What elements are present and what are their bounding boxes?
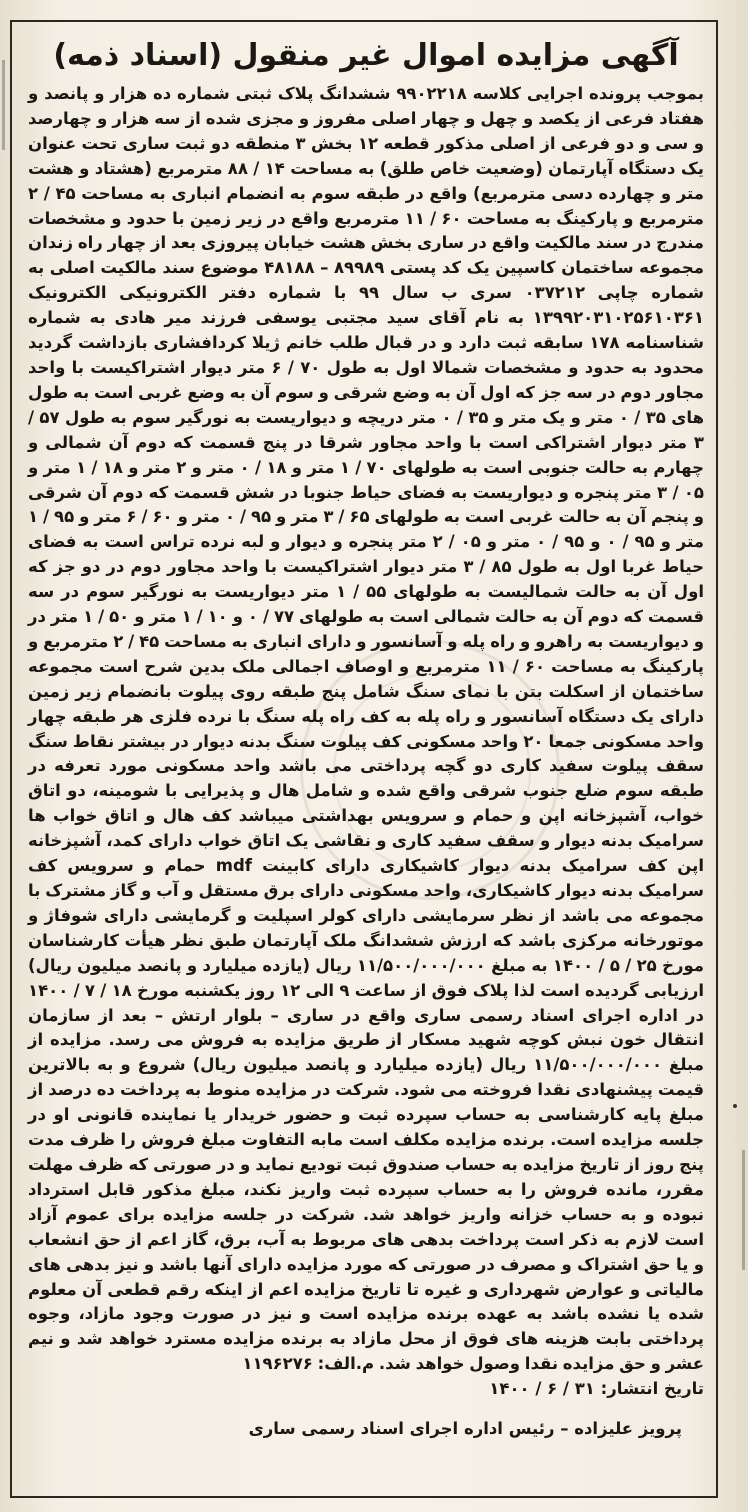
notice-title: آگهی مزایده اموال غیر منقول (اسناد ذمه): [53, 38, 679, 73]
publish-date: تاریخ انتشار: ۳۱ / ۶ / ۱۴۰۰: [489, 1379, 704, 1399]
signature: پرویز علیزاده – رئیس اداره اجرای اسناد رسمی ساری: [248, 1419, 682, 1439]
page-edge-mark: [742, 1150, 745, 1270]
page-edge-mark: [2, 60, 5, 150]
auction-notice: [28, 34, 704, 1441]
margin-dot: [733, 1104, 737, 1108]
notice-body: بموجب پرونده اجرایی کلاسه ۹۹۰۲۲۱۸ ششدانگ پلاک ثبتی شماره ده هزار و پانصد و هفتاد فرعی از یکصد و چهل و چهار اصلی مفروز و مجزی شده از سه هزار و چهارصد و سی و دو فرعی از اصلی مذکور قطعه ۱۲ بخش ۳ منطقه دو ثبت ساری تحت عنوان یک دستگاه آپارتمان (وضعیت خاص طلق) به مساحت ۱۴ / ۸۸ مترمربع (هشتاد و هشت متر و چهارده دسی مترمربع) واقع در طبقه سوم به انضمام انباری به مساحت ۴۵ / ۲ مترمربع و پارکینگ به مساحت ۶۰ / ۱۱ مترمربع واقع در زیر زمین با حدود و مشخصات مندرج در سند مالکیت واقع در ساری بخش هشت خیابان پیروزی بعد از چهار راه زندان مجموعه ساختمان کاسپین یک کد پستی ۸۹۹۸۹ – ۴۸۱۸۸ موضوع سند مالکیت اصلی به شماره چاپی ۰۳۷۲۱۲ سری ب سال ۹۹ با شماره دفتر الکترونیکی الکترونیک ۱۳۹۹۲۰۳۱۰۲۵۶۱۰۳۶۱ به نام آقای سید مجتبی یوسفی فرزند میر هادی به شماره شناسنامه ۱۷۸ سابقه ثبت دارد و در قبال طلب خانم ژیلا کردافشاری بازداشت گردید محدود به حدود و مشخصات شمالا اول به طول ۷۰ / ۶ متر دیوار اشتراکیست با واحد مجاور دوم در سه جز که اول آن به وضع شرقی و سوم آن به وضع غربی است به طول های ۳۵ / ۰ متر و یک متر و ۳۵ / ۰ متر دریچه و دیواریست به نورگیر سوم به طول ۵۷ / ۳ متر دیوار اشتراکی است با واحد مجاور شرقا در پنج قسمت که دوم آن شمالی و چهارم به حالت جنوبی است به طولهای ۷۰ / ۱ متر و ۱۸ / ۰ متر و ۲ متر و ۱۸ / ۱ متر و ۰۵ / ۳ متر پنجره و دیواریست به فضای حیاط جنوبا در شش قسمت که دوم آن شرقی و پنجم آن به حالت غربی است به طولهای ۶۵ / ۳ متر و ۹۵ / ۰ متر و ۶۰ / ۶ متر و ۹۵ / ۱ متر و ۹۵ / ۰ و ۹۵ / ۰ متر و ۰۵ / ۲ متر پنجره و دیوار و لبه نرده تراس است به فضای حیاط غربا اول به طول ۸۵ / ۳ متر دیوار اشتراکیست با واحد مجاور دوم در دو جز که اول آن به حالت شمالیست به طولهای ۵۵ / ۱ متر دیواریست به نورگیر سوم در سه قسمت که دوم آن به حالت شمالی است به طولهای ۷۷ / ۰ و ۱۰ / ۱ متر و ۵۰ / ۱ متر در و دیواریست به راهرو و راه پله و آسانسور و دارای انباری به مساحت ۴۵ / ۲ مترمربع و پارکینگ به مساحت ۶۰ / ۱۱ مترمربع و اوصاف اجمالی ملک بدین شرح است مجموعه ساختمان از اسکلت بتن با نمای سنگ شامل پنج طبقه روی پیلوت بانضمام زیر زمین دارای یک دستگاه آسانسور و راه پله به کف راه پله سنگ با نرده فلزی هر طبقه چهار واحد مسکونی جمعا ۲۰ واحد مسکونی کف پیلوت سنگ بدنه دیوار در بیشتر نقاط سنگ سقف پیلوت سفید کاری دو گچه پرداختی می باشد واحد مسکونی مورد تعرفه در طبقه سوم ضلع جنوب شرقی واقع شده و شامل هال و پذیرایی با شومینه، دو اتاق خواب، آشپزخانه اپن و حمام و سرویس بهداشتی میباشد کف هال و اتاق خواب ها سرامیک بدنه دیوار و سقف سفید کاری و نقاشی یک اتاق خواب دارای کمد، آشپزخانه اپن کف سرامیک بدنه دیوار کاشیکاری دارای کابینت mdf حمام و سرویس کف سرامیک بدنه دیوار کاشیکاری، واحد مسکونی دارای برق مستقل و آب و گاز مشترک با مجموعه می باشد از نظر سرمایشی دارای کولر اسپلیت و گرمایشی دارای شوفاژ و موتورخانه مرکزی باشد که ارزش ششدانگ ملک آپارتمان طبق نظر هیأت کارشناسان مورخ ۲۵ / ۵ / ۱۴۰۰ به مبلغ ۱۱/۵۰۰/۰۰۰/۰۰۰ ریال (یازده میلیارد و پانصد میلیون ریال) ارزیابی گردیده است لذا پلاک فوق از ساعت ۹ الی ۱۲ روز یکشنبه مورخ ۱۸ / ۷ / ۱۴۰۰ در اداره اجرای اسناد رسمی ساری واقع در ساری – بلوار ارتش – بعد از سازمان انتقال خون نبش کوچه شهید مسکار از طریق مزایده به فروش می رسد. مزایده از مبلغ ۱۱/۵۰۰/۰۰۰/۰۰۰ ریال (یازده میلیارد و پانصد میلیون ریال) شروع و به بالاترین قیمت پیشنهادی نقدا فروخته می شود. شرکت در مزایده منوط به پرداخت ده درصد از مبلغ پایه کارشناسی به حساب سپرده ثبت و حضور خریدار یا نماینده قانونی او در جلسه مزایده است. برنده مزایده مکلف است مابه التفاوت مبلغ فروش را ظرف مدت پنج روز از تاریخ مزایده به حساب صندوق ثبت تودیع نماید و در صورتی که ظرف مهلت مقرر، مانده فروش را به حساب سپرده ثبت واریز نکند، مبلغ مذکور قابل استرداد نبوده و به حساب خزانه واریز خواهد شد. شرکت در جلسه مزایده برای عموم آزاد است لازم به ذکر است پرداخت بدهی های مربوط به آب، برق، گاز اعم از حق انشعاب و یا حق اشتراک و مصرف در صورتی که مورد مزایده دارای آنها باشد و نیز بدهی های مالیاتی و عوارض شهرداری و غیره تا تاریخ مزایده اعم از اینکه رقم قطعی آن معلوم شده یا نشده باشد به عهده برنده مزایده است و نیز در صورت وجود مازاد، وجوه پرداختی بابت هزینه های فوق از محل مازاد به برنده مزایده مسترد خواهد شد و نیم عشر و حق مزایده نقدا وصول خواهد شد. م.الف: ۱۱۹۶۲۷۶: [28, 84, 705, 1374]
